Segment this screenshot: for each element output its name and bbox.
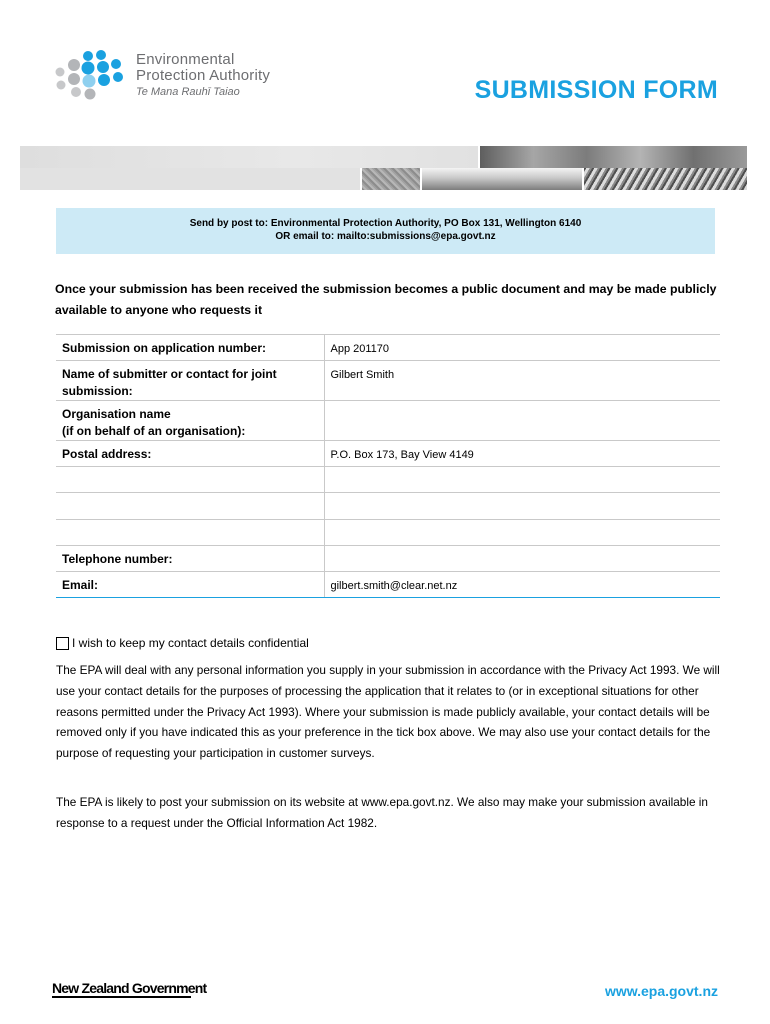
- submission-address-box: [56, 208, 715, 254]
- submitter-name-label: Name of submitter or contact for joint submission:: [56, 361, 324, 401]
- epa-logo: [52, 50, 312, 102]
- logo-org-name-line2: Protection Authority: [136, 67, 271, 84]
- banner-photo-strip: [480, 146, 747, 168]
- organisation-field[interactable]: [324, 401, 720, 441]
- postal-address-label: Postal address:: [56, 441, 324, 467]
- table-row: [56, 546, 720, 572]
- public-document-notice: Once your submission has been received the submission becomes a public document and may be made publicly available to anyone who requests it: [55, 282, 717, 317]
- header-banner-top: [20, 146, 747, 168]
- website-statement: The EPA is likely to post your submission on its website at www.epa.govt.nz. We also may make your submission available in response to a request under the Official Information Act 1982.: [56, 795, 708, 830]
- privacy-statement: The EPA will deal with any personal information you supply in your submission in accordance with the Privacy Act 1993. We will use your contact details for the purposes of processing the application that it relates to (or in exceptional situations for other reasons permitted under the Privacy Act 1993). Where your submission is made publicly available, your contact details will be removed only if you have indicated this as your preference in the tick box above. We may also use your contact details for the purpose of requesting your participation in customer surveys.: [56, 663, 720, 761]
- postal-address-field[interactable]: P.O. Box 173, Bay View 4149: [324, 441, 720, 467]
- organisation-label: [56, 401, 324, 441]
- confidential-checkbox[interactable]: [56, 637, 69, 650]
- page-title: SUBMISSION FORM: [474, 76, 718, 104]
- postal-address-line-field[interactable]: [324, 493, 720, 520]
- table-row: [56, 493, 720, 520]
- postal-address-line-field[interactable]: [324, 467, 720, 493]
- table-row: [56, 467, 720, 493]
- epa-logo-mark-icon: [52, 50, 132, 102]
- application-number-field[interactable]: App 201170: [324, 335, 720, 361]
- header-banner-bottom: [20, 168, 747, 190]
- table-row: [56, 335, 720, 361]
- email-address-text: OR email to: mailto:submissions@epa.govt.nz: [275, 231, 496, 242]
- table-row: [56, 441, 720, 467]
- table-row: [56, 361, 720, 401]
- postal-address-line-blank: [56, 467, 324, 493]
- telephone-label: Telephone number:: [56, 546, 324, 572]
- submitter-name-field[interactable]: Gilbert Smith: [324, 361, 720, 401]
- application-number-label: Submission on application number:: [56, 335, 324, 361]
- epa-website-link[interactable]: www.epa.govt.nz: [604, 983, 718, 999]
- nz-government-wordmark: New Zealand Government: [52, 980, 207, 996]
- table-row: [56, 401, 720, 441]
- email-field[interactable]: gilbert.smith@clear.net.nz: [324, 572, 720, 598]
- organisation-label-line2: (if on behalf of an organisation):: [62, 424, 246, 438]
- confidential-checkbox-label: I wish to keep my contact details confidential: [72, 636, 309, 650]
- logo-org-name-line1: Environmental: [136, 51, 235, 68]
- table-row: [56, 520, 720, 546]
- logo-text: [136, 52, 270, 99]
- nz-government-logo: [52, 980, 206, 998]
- email-label: Email:: [56, 572, 324, 598]
- nz-government-underline: [52, 996, 191, 998]
- organisation-label-line1: Organisation name: [62, 407, 171, 421]
- telephone-field[interactable]: [324, 546, 720, 572]
- post-address-text: Send by post to: Environmental Protection Authority, PO Box 131, Wellington 6140: [189, 218, 582, 229]
- banner-sky-photo: [422, 168, 582, 190]
- postal-address-line-blank: [56, 520, 324, 546]
- banner-grey-strip: [20, 146, 478, 168]
- table-row: [56, 572, 720, 598]
- banner-grey-strip: [20, 168, 360, 190]
- confidential-option[interactable]: [56, 635, 309, 651]
- banner-rock-photo: [362, 168, 420, 190]
- postal-address-line-field[interactable]: [324, 520, 720, 546]
- banner-fern-photo: [584, 168, 747, 190]
- submitter-details-table: [56, 334, 720, 598]
- postal-address-line-blank: [56, 493, 324, 520]
- logo-maori-name: Te Mana Rauhī Taiao: [136, 86, 240, 98]
